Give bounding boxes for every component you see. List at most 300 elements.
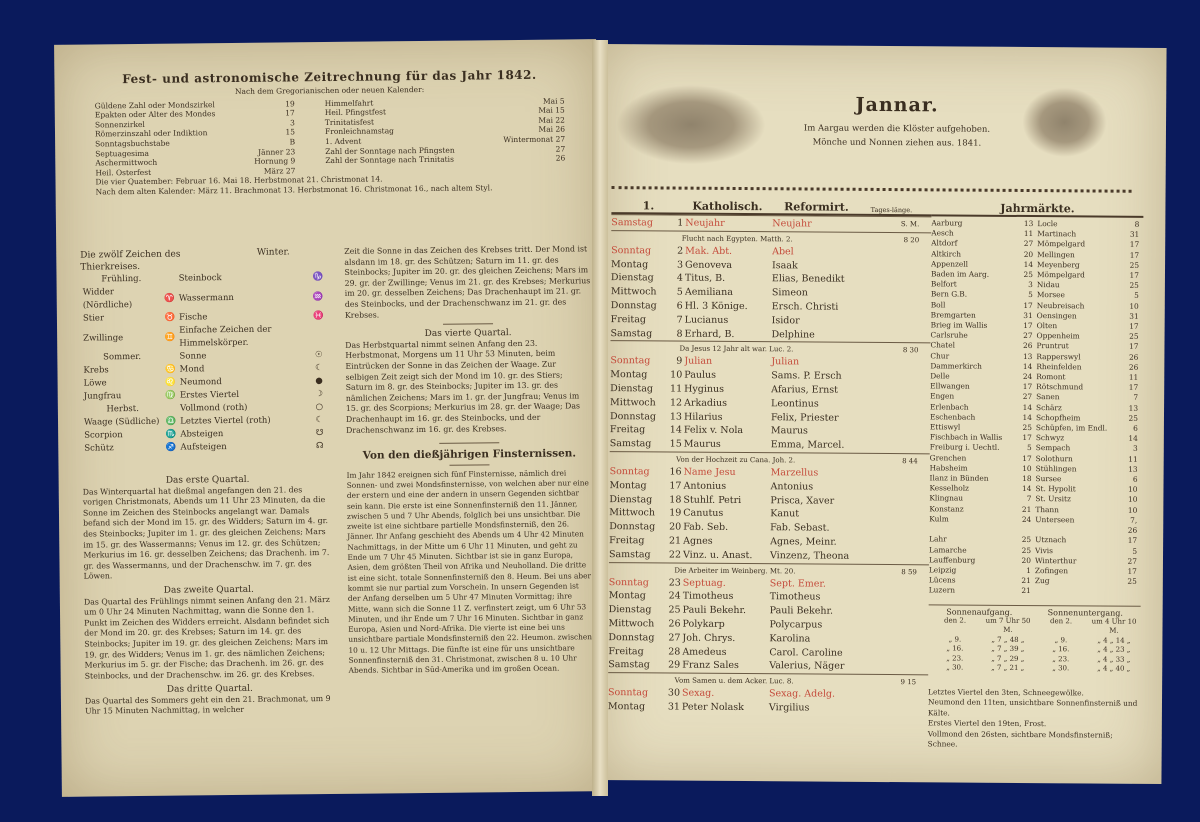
calendar-week <box>611 230 932 343</box>
sun-row <box>928 616 1140 636</box>
quatember-line: Die vier Quatember: Februar 16. Mai 18. Herbstmonat 21. Christmonat 14. <box>95 174 383 187</box>
weekday: Donnstag <box>609 410 657 422</box>
market-town: Engen <box>930 391 955 401</box>
day-number: 8 <box>676 328 683 340</box>
market-town: Vivis <box>1035 545 1053 555</box>
weekday: Montag <box>610 369 648 381</box>
gospel-text: Von der Hochzeit zu Cana. Joh. 2. <box>676 455 796 465</box>
day-number: 18 <box>669 494 682 506</box>
market-day: 5 <box>1027 443 1032 453</box>
market-town: Lamarche <box>929 544 967 555</box>
compute-label: Trinitatisfest <box>324 117 374 127</box>
market-day: 25 <box>1129 280 1139 291</box>
zodiac-symbol: ♍ <box>165 390 176 401</box>
history-note-2: Mönche und Nonnen ziehen aus. 1841. <box>812 137 982 149</box>
compute-value: Hornung 9 <box>254 156 296 166</box>
compute-value: Mai 26 <box>538 124 566 135</box>
market-town: Delle <box>930 371 950 381</box>
day-number: 21 <box>668 535 682 547</box>
sun-cell: „ 7 „ 39 „ <box>991 644 1025 654</box>
market-town: Lücens <box>928 575 956 585</box>
sun-cell: den 2. <box>1050 616 1073 625</box>
market-day: 25 <box>1129 260 1140 270</box>
day-length: 8 44 <box>902 457 918 466</box>
q3-heading: Das dritte Quartal. <box>166 684 253 695</box>
reformed-saint: Julian <box>771 356 800 368</box>
catholic-saint: Julian <box>684 355 713 368</box>
zodiac-name: Aufsteigen <box>180 442 227 453</box>
gospel-text: Vom Samen u. dem Acker. Luc. 8. <box>674 676 794 686</box>
day-number: 20 <box>669 521 682 533</box>
weekday: Mittwoch <box>610 286 657 298</box>
zodiac-name: Fische <box>179 312 208 323</box>
weekday: Samstag <box>608 659 650 671</box>
market-day: 21 <box>1021 504 1032 514</box>
market-town: Rötschmund <box>1036 382 1084 392</box>
weekday: Sonntag <box>610 355 651 367</box>
catholic-saint: Neujahr <box>685 217 725 229</box>
compute-value: Mai 15 <box>538 105 565 115</box>
day-number: 6 <box>676 300 683 312</box>
day-number: 12 <box>669 397 683 409</box>
market-town: Konstanz <box>929 504 964 514</box>
market-town: Oppenheim <box>1036 331 1080 341</box>
calendar-day-row <box>608 700 928 716</box>
day-number: 28 <box>668 646 681 658</box>
reformed-saint: Ersch. Christi <box>771 301 839 313</box>
market-day: 5 <box>1028 290 1033 300</box>
market-town: Kesselholz <box>929 483 970 493</box>
day-length: 9 15 <box>900 678 917 687</box>
zodiac-name: Steinbock <box>178 273 222 284</box>
calendar <box>608 192 932 716</box>
day-number: 2 <box>677 245 684 257</box>
market-day: 21 <box>1021 586 1031 596</box>
sun-cell: „ 23. <box>1052 654 1070 663</box>
market-day: 17 <box>1129 270 1140 280</box>
reformed-saint: Isidor <box>771 315 800 327</box>
market-day: 10 <box>1022 463 1032 473</box>
catholic-saint: Peter Nolask <box>681 701 744 713</box>
zodiac-name: Jungfrau <box>83 391 122 402</box>
day-number: 10 <box>670 369 683 381</box>
market-day: 6 <box>1132 474 1138 484</box>
zodiac-name: Neumond <box>179 377 222 388</box>
market-day: 27 <box>1022 392 1033 402</box>
reformed-saint: Carol. Caroline <box>769 646 843 659</box>
book-gutter <box>592 40 608 796</box>
reformed-saint: Vinzenz, Theona <box>769 549 850 562</box>
market-day: 14 <box>1023 259 1034 269</box>
market-town: Schwyz <box>1035 433 1065 443</box>
sun-row <box>928 663 1140 674</box>
weekday: Freitag <box>609 535 645 547</box>
catholic-saint: Hl. 3 Könige. <box>684 300 748 313</box>
reformed-saint: Maurus <box>770 425 808 437</box>
zodiac-symbol: ♌ <box>165 377 176 388</box>
market-town: Rheinfelden <box>1036 361 1082 372</box>
weekday: Dienstag <box>609 493 653 505</box>
day-number: 19 <box>669 507 682 519</box>
history-note-1: Im Aargau werden die Klöster aufgehoben. <box>803 123 991 135</box>
market-day: 7 <box>1026 494 1032 504</box>
market-town: Martinach <box>1037 229 1077 239</box>
market-day: 25 <box>1022 423 1032 433</box>
sun-cell: „ 7 „ 48 „ <box>991 635 1025 644</box>
sun-cell: „ 9. <box>948 634 962 644</box>
col-head-num: 1. <box>642 199 655 213</box>
weekday: Freitag <box>608 645 644 657</box>
market-day: 5 <box>1132 546 1138 556</box>
market-day: 26 <box>1023 341 1033 351</box>
market-day: 17 <box>1022 433 1032 443</box>
market-day: 17 <box>1129 342 1139 352</box>
market-town: Altkirch <box>931 248 962 259</box>
zodiac-name: Erstes Viertel <box>179 389 240 401</box>
calendar-week <box>610 340 931 453</box>
weather-line: Erstes Viertel den 19ten, Frost. <box>927 718 1047 729</box>
catholic-saint: Hyginus <box>684 383 725 395</box>
day-number: 11 <box>670 383 683 395</box>
weekday: Sonntag <box>611 244 652 257</box>
market-day: 14 <box>1022 484 1032 494</box>
market-town: Stühlingen <box>1035 463 1077 474</box>
market-day: 25 <box>1021 535 1032 545</box>
zodiac-name: Absteigen <box>180 429 224 440</box>
reformed-saint: Emma, Marcel. <box>770 439 845 451</box>
weekday: Donnstag <box>609 521 656 533</box>
market-day: 11 <box>1128 454 1138 464</box>
market-town: Schüpfen, im Endl. <box>1035 423 1108 433</box>
weekday: Sonntag <box>609 466 650 478</box>
market-day: 13 <box>1022 351 1033 361</box>
zodiac-name: Schütz <box>84 443 114 454</box>
reformed-saint: Fab. Sebast. <box>770 522 830 534</box>
market-day: 10 <box>1127 495 1138 505</box>
market-day: 18 <box>1022 474 1032 484</box>
market-town: Aarburg <box>931 218 963 228</box>
compute-value: 15 <box>285 127 296 137</box>
zodiac-heading: Die zwölf Zeichen des Thierkreises. <box>80 249 181 273</box>
market-day: 11 <box>1128 372 1139 382</box>
market-town: Kulm <box>929 514 949 524</box>
market-row <box>929 586 1141 598</box>
market-day: 7 <box>1133 393 1139 403</box>
zodiac-symbol <box>163 351 178 364</box>
catholic-saint: Stuhlf. Petri <box>683 494 742 506</box>
q4-heading: Das vierte Quartal. <box>424 328 512 340</box>
zodiac-name: Wassermann <box>178 292 234 304</box>
market-town: Sursee <box>1035 474 1062 484</box>
sun-cell: „ 7 „ 21 „ <box>991 663 1025 673</box>
market-day: 11 <box>1023 229 1034 239</box>
catholic-saint: Sexag. <box>682 687 715 699</box>
weekday: Donnstag <box>608 631 655 644</box>
zodiac-symbol: ● <box>315 376 323 387</box>
market-town: Belfort <box>930 279 957 289</box>
old-calendar-line: Nach dem alten Kalender: März 11. Brachmonat 13. Herbstmonat 16. Christmonat 16., nach altem Styl. <box>95 183 493 197</box>
market-day: 6 <box>1133 423 1138 433</box>
catholic-saint: Lucianus <box>684 314 729 326</box>
market-day: 1 <box>1026 565 1031 575</box>
catholic-saint: Vinz. u. Anast. <box>682 549 753 561</box>
catholic-saint: Erhard, B. <box>684 328 735 340</box>
compute-label: Aschermittwoch <box>95 157 158 168</box>
market-town: Freiburg i. Uechtl. <box>929 442 1000 453</box>
day-number: 27 <box>668 632 681 644</box>
market-town: Bremgarten <box>930 310 976 320</box>
zodiac-name: Einfache Zeichen der Himmelskörper. <box>179 324 272 349</box>
zodiac-name: Sommer. <box>103 351 142 363</box>
zodiac-symbol: ♐ <box>165 442 177 453</box>
market-day: 17 <box>1127 536 1138 546</box>
market-day: 25 <box>1021 545 1032 555</box>
calendar-weeks <box>608 214 931 716</box>
zodiac-symbol: ♈ <box>164 293 175 304</box>
compute-value: Mai 5 <box>542 96 565 106</box>
market-day: 5 <box>1134 291 1139 301</box>
market-town: Winterthur <box>1034 555 1077 566</box>
market-town: St. Hypolit <box>1035 484 1076 494</box>
sun-cell: „ 30. <box>946 663 964 672</box>
market-town: Utznach <box>1035 535 1067 545</box>
market-town: Schopfheim <box>1035 412 1081 423</box>
compute-table <box>95 96 566 178</box>
market-town: Zug <box>1034 576 1050 586</box>
zodiac-symbol: ○ <box>315 402 324 413</box>
sun-cell: „ 30. <box>1052 664 1070 673</box>
compute-label: Güldene Zahl oder Mondszirkel <box>94 99 215 111</box>
sun-cell: „ 9. <box>1054 635 1068 644</box>
market-day: 17 <box>1022 453 1032 463</box>
sun-cell: „ 4 „ 33 „ <box>1097 655 1131 664</box>
catholic-saint: Franz Sales <box>682 659 739 672</box>
weather-line: Letztes Viertel den 3ten, Schneegewölke. <box>928 686 1084 697</box>
reformed-saint: Abel <box>772 246 794 258</box>
market-day: 21 <box>1021 576 1031 586</box>
weather-notes <box>928 687 1140 752</box>
reformed-saint: Sept. Emer. <box>769 577 827 590</box>
zodiac-symbol: ♊ <box>164 332 176 343</box>
reformed-saint: Valerius, Näger <box>769 660 845 673</box>
catholic-saint: Septuag. <box>682 577 726 589</box>
reformed-saint: Neujahr <box>772 218 812 230</box>
reformed-saint: Leontinus <box>771 397 819 410</box>
market-day: 17 <box>1127 566 1137 576</box>
market-town: Solothurn <box>1035 453 1073 464</box>
compute-label: Zahl der Sonntage nach Trinitatis <box>325 154 454 166</box>
day-length: 8 20 <box>903 235 920 245</box>
weekday: Samstag <box>609 438 652 450</box>
market-town: Schärz <box>1036 402 1062 412</box>
market-town: Zofingen <box>1034 565 1069 576</box>
catholic-saint: Fab. Seb. <box>683 521 729 534</box>
market-town: Unterseen <box>1035 514 1075 525</box>
market-day: 3 <box>1133 444 1138 454</box>
col-head-tageslaenge: Tages-länge. <box>870 205 913 215</box>
zodiac-symbol: ☊ <box>315 441 324 452</box>
zodiac-symbol: ☽ <box>315 389 324 400</box>
zodiac-symbol: ☾ <box>315 363 323 374</box>
weekday: Montag <box>608 590 646 602</box>
day-number: 13 <box>669 411 683 423</box>
day-number: 16 <box>669 466 682 478</box>
catholic-saint: Genoveva <box>684 259 733 271</box>
market-town: Sanen <box>1036 392 1060 402</box>
eclipse-text: Im Jahr 1842 ereignen sich fünf Finsternisse, nämlich drei Sonnen- und zwei Mondsfinsternisse, von welchen aber nur eine der erstern und eine der andern in unsern Gegenden sichtbar sein kann. Die erste ist eine Sonnenfinsterniß den 11. Jänner, zwischen 5 und 7 Uhr Abends, folglich bei uns unsichtbar. Die zweite ist eine sichtbare partielle Mondsfinsterniß, den 26. Jänner. Ihr Anfang geschieht des Abends um 4 Uhr 42 Minuten Nachmittags, in der Mitte um 6 Uhr 11 Minuten, und geht zu Ende um 7 Uhr 45 Minuten. Sichtbar ist sie in ganz Europa, Asien, dem größten Theil von Afrika und Neuholland. Die dritte ist eine sicht. totale Sonnenfinsterniß den 8. Heum. Bei uns aber kommt sie nur partial zum Vorschein. In unsern Gegenden ist der Anfang derselben um 5 Uhr 47 Minuten Vormittag; ihre Mitte, wann sich die Sonne 11 Z. verfinstert zeigt, um 6 Uhr 53 Minuten, und ihr Ende um 7 Uhr 16 Minuten. Sichtbar in ganz Europa, Asien und Nord-Afrika. Die vierte ist eine bei uns unsichtbare partiale Mondsfinsterniß den 22. Heumon. zwischen 10 u. 12 Uhr Mittags. Die fünfte ist eine für uns unsichtbare Sonnenfinsterniß den 31. Christmonat, zwischen 8 u. 10 Uhr Abends. Sichtbar in Süd-Amerika und im großen Ocean. <box>346 468 593 676</box>
market-day: 14 <box>1022 361 1033 371</box>
zodiac-symbol: ♓ <box>313 311 324 322</box>
market-town: Meyenberg <box>1037 259 1080 270</box>
reformed-saint: Sexag. Adelg. <box>769 688 836 700</box>
zodiac-name: Vollmond (roth) <box>180 402 248 414</box>
reformed-saint: Virgilius <box>768 702 810 714</box>
sun-cell: „ 4 „ 40 „ <box>1097 664 1131 673</box>
market-town: Bern G.B. <box>930 289 968 300</box>
zodiac-name: Widder (Nördliche) <box>82 287 133 311</box>
catholic-saint: Titus, B. <box>684 273 726 285</box>
market-day: 20 <box>1023 249 1034 259</box>
compute-label: Septuagesima <box>95 148 150 158</box>
market-day: 27 <box>1023 239 1034 249</box>
catholic-saint: Polykarp <box>682 618 725 630</box>
compute-value: 17 <box>285 108 295 118</box>
weekday: Mittwoch <box>608 618 655 630</box>
weekday: Donnstag <box>610 300 657 312</box>
catholic-saint: Amedeus <box>682 646 727 658</box>
q1-text: Das Winterquartal hat dießmal angefangen den 21. des vorigen Christmonats, Abends um 11 Uhr 23 Minuten, da die Sonne im Zeichen des Steinbocks angelangt war. Damals befand sich der Mond im 15. gr. des Widders; Saturn im 4. gr. des Steinbocks; Jupiter im 1. gr. des gleichen Zeichens; Mars im 15. gr. des Wassermanns; Venus im 12. gr. des Schützen; Merkurius im 16. gr. desselben Zeichens; das Drachenh. im 7. gr. des Wassermanns, und der Drachenschw. im 7. gr. des Löwen. <box>82 484 330 581</box>
weekday: Montag <box>611 258 649 270</box>
zodiac-symbol: ♒ <box>312 291 324 302</box>
day-number: 17 <box>669 480 682 492</box>
reformed-saint: Pauli Bekehr. <box>769 605 834 617</box>
market-day: 14 <box>1022 412 1033 422</box>
weekday: Sonntag <box>608 687 649 699</box>
weekday: Dienstag <box>608 604 652 616</box>
market-town: Olten <box>1036 321 1058 331</box>
market-town: Ilanz in Bünden <box>929 473 989 483</box>
sun-cell: um 7 Uhr 50 M. <box>985 616 1031 634</box>
market-town: Oensingen <box>1036 310 1077 321</box>
reformed-saint: Simeon <box>771 287 808 299</box>
day-number: 26 <box>668 618 681 630</box>
market-town: Thann <box>1035 504 1059 514</box>
market-day: 27 <box>1127 556 1138 566</box>
sun-cell: „ 7 „ 29 „ <box>991 654 1025 663</box>
reformed-saint: Polycarpus <box>769 619 823 631</box>
market-day: 14 <box>1022 402 1033 412</box>
market-day: 26 <box>1128 362 1139 372</box>
angels-illustration <box>616 84 767 165</box>
sun-cell: um 4 Uhr 10 M. <box>1091 616 1137 635</box>
reformed-saint: Prisca, Xaver <box>770 494 835 507</box>
reformed-saint: Kanut <box>770 508 800 520</box>
col-head-markets: Jahrmärkte. <box>931 194 1143 217</box>
market-town: Rapperswyl <box>1036 351 1081 362</box>
market-day: 25 <box>1127 576 1137 586</box>
left-page <box>54 39 604 797</box>
calendar-week <box>608 562 929 675</box>
weekday: Dienstag <box>610 383 654 395</box>
market-day: 13 <box>1128 464 1138 474</box>
market-town: Aesch <box>931 228 954 238</box>
market-town: Baden im Aarg. <box>930 269 990 279</box>
zodiac-text-column <box>344 244 594 676</box>
compute-value: 27 <box>555 144 566 154</box>
q3-text: Das Quartal des Sommers geht ein den 21. Brachmonat, um 9 Uhr 15 Minuten Nachmittag, in welcher <box>84 693 331 717</box>
weekday: Freitag <box>610 313 647 326</box>
catholic-saint: Arkadius <box>684 397 728 409</box>
compute-value: März 27 <box>263 166 296 176</box>
winter-label: Winter. <box>256 247 290 258</box>
day-number: 31 <box>667 701 680 713</box>
reformed-saint: Timotheus <box>769 591 821 603</box>
sunset-heading: Sonnenuntergang. <box>1047 607 1123 618</box>
day-number: 4 <box>676 272 683 284</box>
day-number: 5 <box>676 286 683 298</box>
market-day: 13 <box>1023 218 1034 229</box>
catholic-saint: Aemiliana <box>684 286 733 299</box>
zodiac-table <box>80 271 330 456</box>
weekday: Montag <box>607 701 646 713</box>
weather-line: Neumond den 11ten, unsichtbare Sonnenfinsterniß und Kälte. <box>927 697 1138 718</box>
zodiac-symbol: ☉ <box>314 350 323 361</box>
day-number: 15 <box>669 438 682 450</box>
catholic-saint: Hilarius <box>683 411 723 423</box>
market-day: 17 <box>1023 321 1033 331</box>
market-town <box>1035 586 1121 597</box>
q4-text: Das Herbstquartal nimmt seinen Anfang den 23. Herbstmonat, Morgens um 11 Uhr 53 Minuten, beim Eintrücken der Sonne in das Zeichen der Waage. Zur selbigen Zeit zeigt sich der Mond im 10. gr. des Stiers; Saturn im 8. gr. des Steinbocks; Jupiter im 13. gr. des nämlichen Zeichens; Mars im 1. gr. der Jungfrau; Venus im 15. gr. des Scorpions; Merkurius im 28. gr. der Waage; Das Drachenhaupt im 16. gr. des Steinbocks, und der Drachenschwanz im 16. gr. des Krebses. <box>345 338 581 435</box>
compute-label: Fronleichnamstag <box>324 126 395 137</box>
q2-heading: Das zweite Quartal. <box>163 584 254 596</box>
market-town: Leipzig <box>928 565 957 575</box>
weekday: Dienstag <box>610 272 654 284</box>
catholic-saint: Name Jesu <box>683 466 736 478</box>
sun-cell: „ 4 „ 14 „ <box>1097 636 1131 645</box>
weekday: Montag <box>609 479 647 492</box>
market-day: 24 <box>1022 372 1033 382</box>
market-day: 17 <box>1129 321 1139 331</box>
sun-cell: „ 16. <box>1052 645 1070 654</box>
markets <box>928 194 1144 752</box>
weekday: Sonntag <box>608 576 649 588</box>
market-day: 25 <box>1023 270 1034 280</box>
day-number: 30 <box>667 687 681 699</box>
col-head-katholisch: Katholisch. <box>692 199 763 214</box>
market-town: Mellingen <box>1037 249 1075 259</box>
market-town: Ellwangen <box>930 381 970 391</box>
compute-value: Jänner 23 <box>258 146 296 157</box>
zodiac-name: Stier <box>82 313 105 324</box>
market-town: Pruntrut <box>1036 341 1069 351</box>
reformed-saint: Isaak <box>771 259 798 272</box>
zodiac-name: Mond <box>179 364 205 375</box>
reformed-saint: Sams. P. Ersch <box>771 370 842 382</box>
market-town: Chur <box>930 350 950 361</box>
market-day: 24 <box>1021 514 1032 524</box>
market-day: 10 <box>1127 505 1138 515</box>
zodiac-symbol <box>163 403 178 416</box>
right-page <box>597 44 1166 784</box>
market-day: 17 <box>1129 240 1140 250</box>
zodiac-name: Löwe <box>83 378 107 389</box>
reformed-saint: Antonius <box>770 480 814 493</box>
q2-text: Das Quartal des Frühlings nimmt seinen Anfang den 21. März um 0 Uhr 24 Minuten Nachmittag, wann die Sonne den 1. Punkt im Zeichen des Widders erreicht. Alsdann befindet sich der Mond im 20. gr. des Krebses; Saturn im 14. gr. des Steinbocks; Jupiter im 19. gr. des gleichen Zeichens; Mars im 19. gr. des Widders; Venus im 1. gr. des nämlichen Zeichens; Merkurius im 5. gr. der Fische; das Drachenh. im 26. gr. des Steinbocks, und der Drachenschw. im 26. gr. des Krebses. <box>83 594 330 681</box>
catholic-saint: Pauli Bekehr. <box>682 604 747 617</box>
compute-label: Sonnenzirkel <box>94 119 145 130</box>
market-day: 25 <box>1129 331 1139 342</box>
zodiac-name: Frühling. <box>101 273 142 285</box>
